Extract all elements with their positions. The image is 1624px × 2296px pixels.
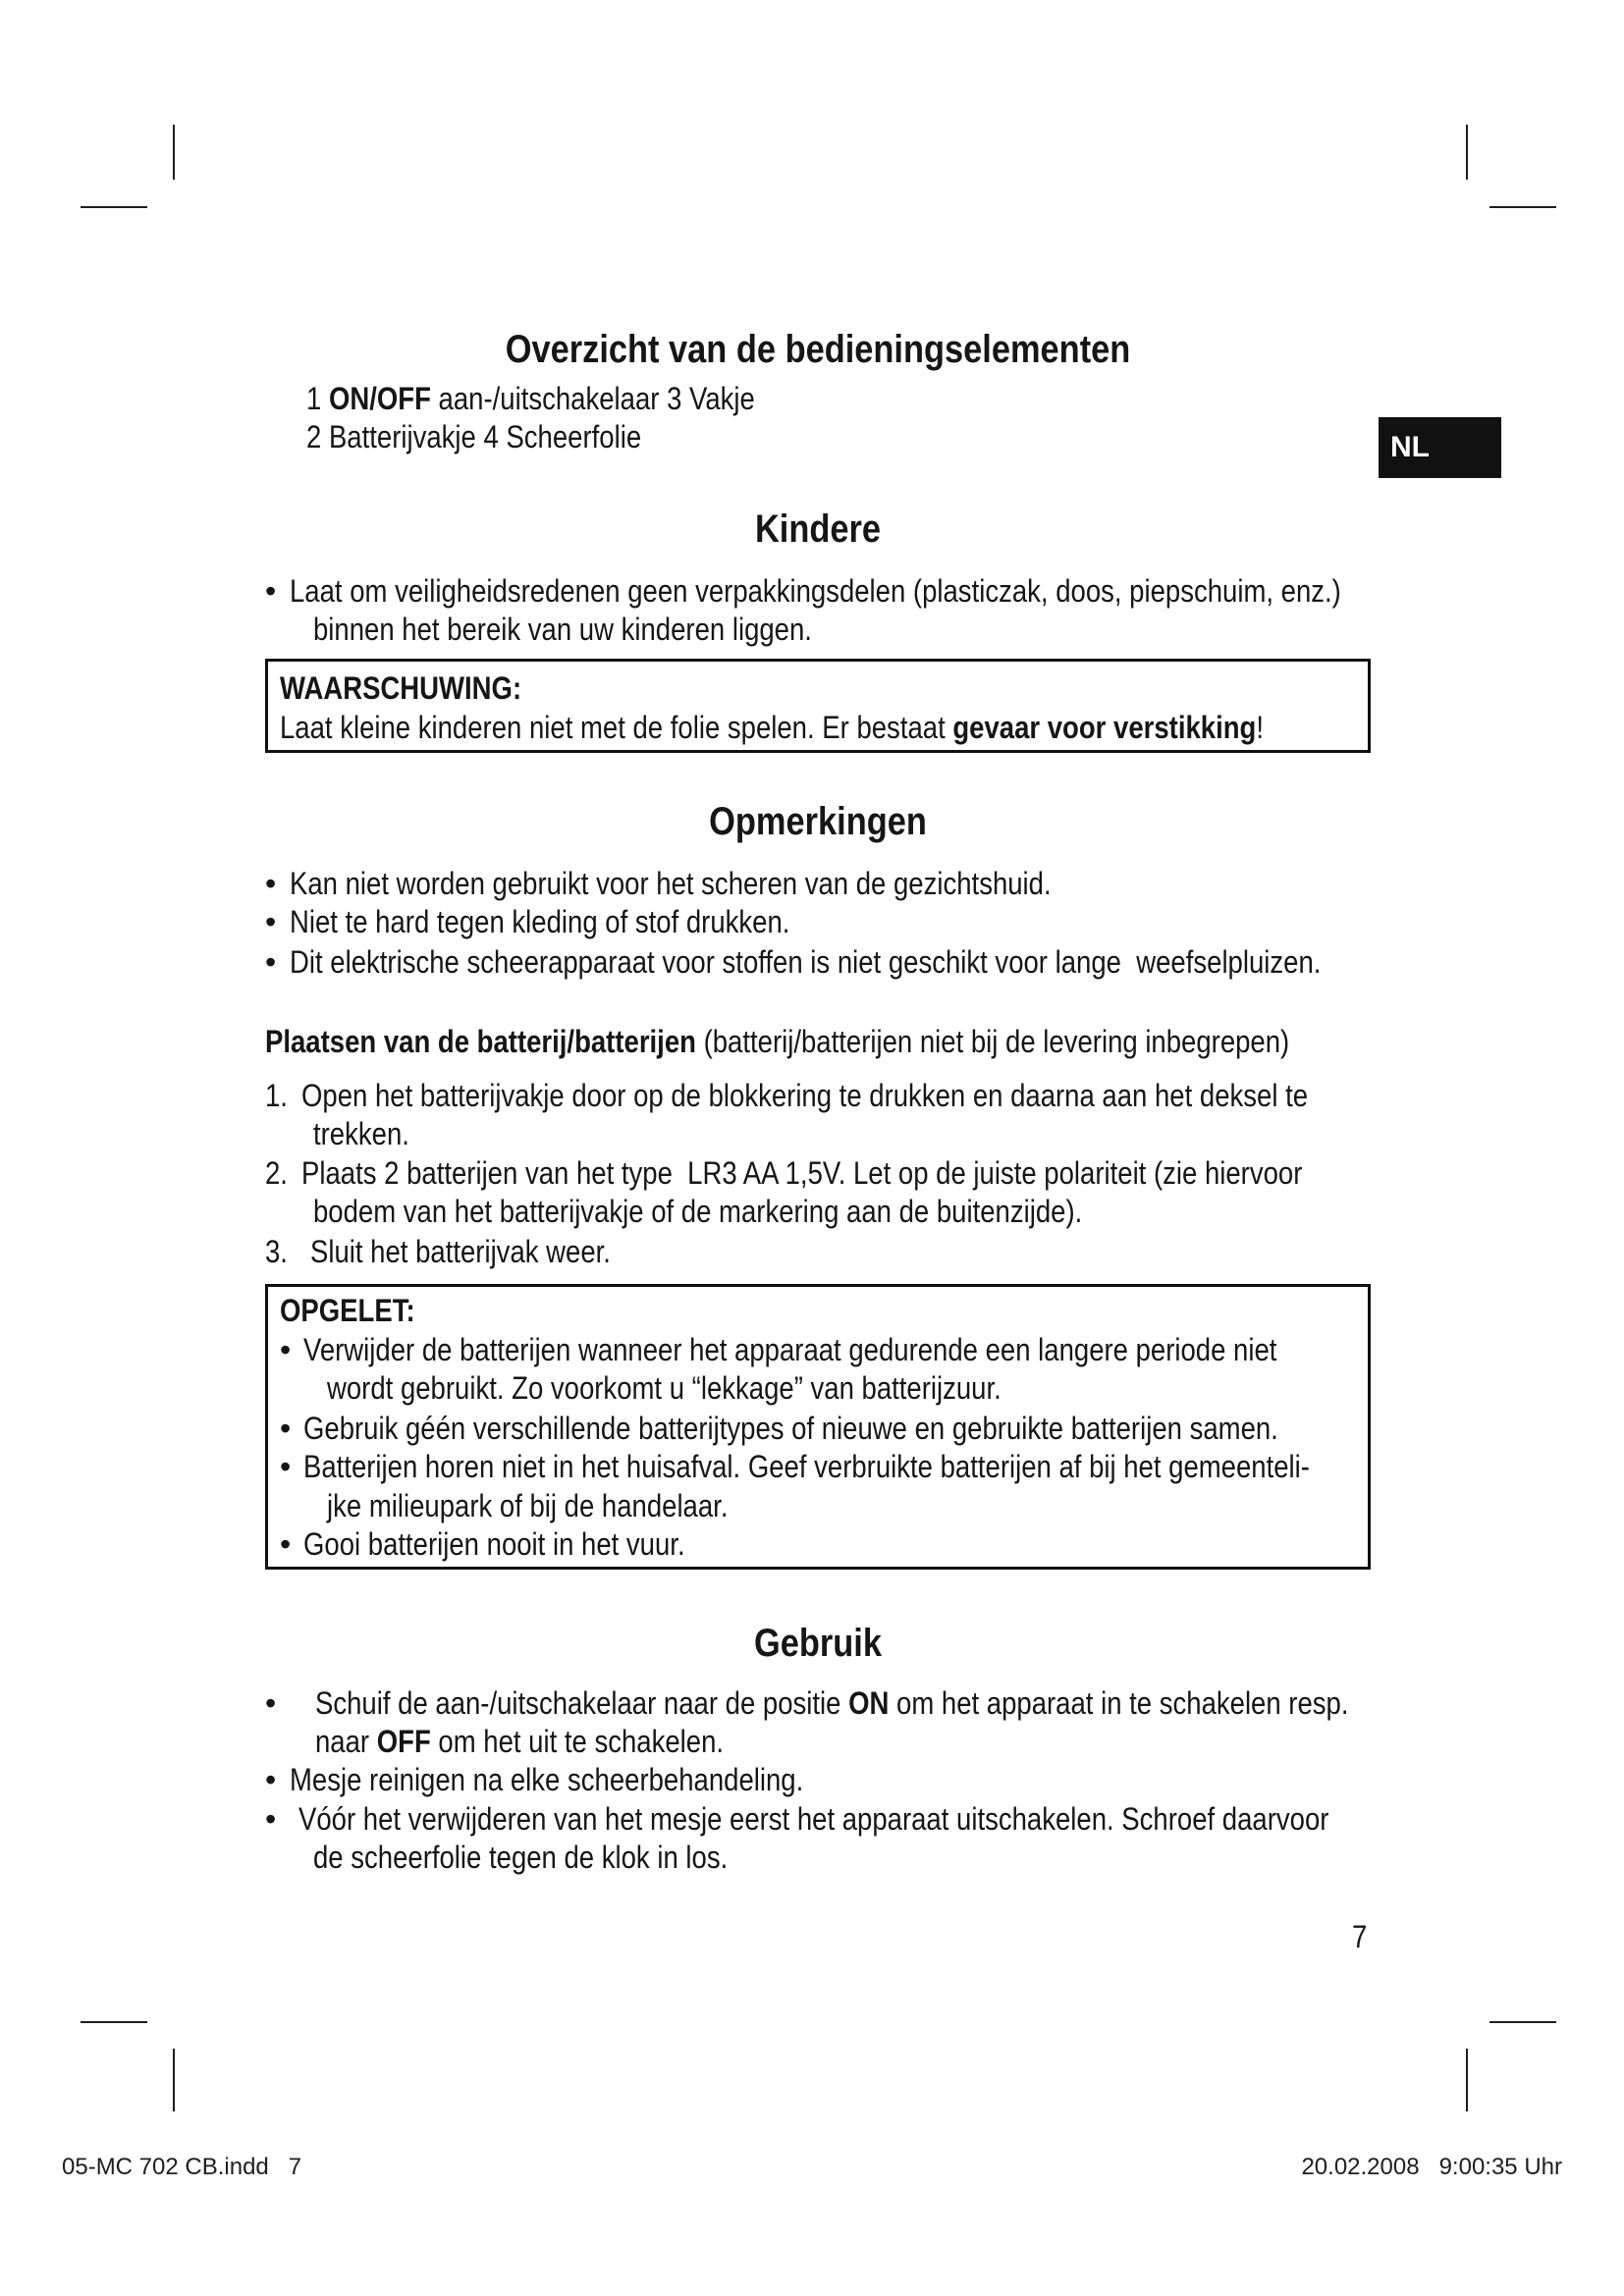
gebruik-bullet-1-line-2-after: om het uit te schakelen. [430,1724,725,1759]
bullet [265,864,276,903]
warning-text-bold: gevaar voor verstikking [952,710,1257,745]
overview-item-1-rest: aan-/uitschakelaar 3 Vakje [430,381,755,416]
overview-item-1 [306,379,755,418]
bullet [280,1330,291,1369]
opmerkingen-bullet-1: Kan niet worden gebruikt voor het scheren van de gezichtshuid. [290,866,1052,901]
warning-text-before: Laat kleine kinderen niet met de folie spelen. Er bestaat [280,710,953,745]
step-3-line-1: Sluit het batterijvak weer. [310,1234,611,1269]
caution-bullet-1-line-2: wordt gebruikt. Zo voorkomt u “lekkage” van batterijzuur. [327,1370,1001,1406]
caution-bullet-4-line-1: Gooi batterijen nooit in het vuur. [303,1526,685,1562]
bullet [265,902,276,941]
caution-heading: OPGELET: [280,1293,415,1328]
section-title-kindere: Kindere [754,507,882,551]
opmerkingen-bullet-3: Dit elektrische scheerapparaat voor stoffen is niet geschikt voor lange weefselpluizen. [290,944,1322,980]
bullet [265,1760,276,1799]
gebruik-bullet-1-line-2-bold: OFF [376,1724,431,1759]
section-title-gebruik: Gebruik [754,1622,882,1665]
gebruik-bullet-1-line-1-after: om het apparaat in te schakelen resp. [889,1685,1349,1721]
section-title-overview: Overzicht van de bedieningselementen [505,328,1131,371]
warning-text-after: ! [1256,710,1264,745]
crop-mark-top-left-horizontal [81,206,147,208]
battery-heading-rest: (batterij/batterijen niet bij de levering inbegrepen) [695,1024,1290,1059]
bullet [265,1799,276,1839]
step-2-line-1: Plaats 2 batterijen van het type LR3 AA 1,5V. Let op de juiste polariteit (zie hiervoor [301,1155,1303,1191]
language-badge-label: NL [1390,431,1430,463]
caution-bullet-3-line-1: Batterijen horen niet in het huisafval. Geef verbruikte batterijen af bij het gemeenteli- [303,1449,1310,1484]
step-2-number: 2. [265,1155,288,1191]
overview-item-2: 2 Batterijvakje 4 Scheerfolie [306,419,642,454]
caution-bullet-3-line-2: jke milieupark of bij de handelaar. [327,1488,729,1523]
gebruik-bullet-1-line-2 [315,1722,724,1761]
gebruik-bullet-3-line-2: de scheerfolie tegen de klok in los. [313,1840,729,1875]
gebruik-bullet-1-line-2-before: naar [315,1724,377,1759]
step-1-line-2: trekken. [313,1116,409,1151]
footer-timestamp: 20.02.2008 9:00:35 Uhr [1301,2154,1562,2180]
kindere-bullet-line-1: Laat om veiligheidsredenen geen verpakkingsdelen (plasticzak, doos, piepschuim, enz.) [290,573,1341,609]
step-1-line-1: Open het batterijvakje door op de blokkering te drukken en daarna aan het deksel te [301,1078,1309,1113]
overview-item-1-prefix: 1 [306,381,329,416]
gebruik-bullet-3-line-1: Vóór het verwijderen van het mesje eerst het apparaat uitschakelen. Schroef daarvoor [298,1801,1329,1837]
bullet [265,571,276,611]
gebruik-bullet-1-line-1 [315,1683,1348,1723]
caution-bullet-1-line-1: Verwijder de batterijen wanneer het apparaat gedurende een langere periode niet [303,1332,1277,1367]
gebruik-bullet-1-line-1-before: Schuif de aan-/uitschakelaar naar de positie [315,1685,849,1721]
crop-mark-top-right-vertical [1466,125,1468,180]
footer-file-name: 05-MC 702 CB.indd 7 [62,2154,302,2180]
crop-mark-bottom-left-vertical [173,2049,175,2111]
crop-mark-top-left-vertical [173,125,175,180]
bullet [280,1524,291,1564]
crop-mark-bottom-left-horizontal [81,2021,147,2023]
overview-item-1-bold: ON/OFF [328,381,431,416]
section-title-opmerkingen: Opmerkingen [709,800,927,843]
step-3-number: 3. [265,1234,288,1269]
kindere-bullet-line-2: binnen het bereik van uw kinderen liggen. [313,612,812,647]
bullet [280,1409,291,1448]
bullet [265,942,276,982]
page-number: 7 [1352,1919,1368,1954]
bullet [265,1683,276,1723]
battery-heading [265,1022,1289,1061]
language-badge [1379,417,1501,478]
step-2-line-2: bodem van het batterijvakje of de markering aan de buitenzijde). [313,1194,1083,1229]
crop-mark-bottom-right-horizontal [1489,2021,1556,2023]
crop-mark-bottom-right-vertical [1466,2049,1468,2111]
warning-heading: WAARSCHUWING: [280,670,522,706]
opmerkingen-bullet-2: Niet te hard tegen kleding of stof drukken. [290,904,790,939]
caution-bullet-2-line-1: Gebruik géén verschillende batterijtypes of nieuwe en gebruikte batterijen samen. [303,1411,1278,1446]
gebruik-bullet-1-line-1-bold: ON [848,1685,890,1721]
warning-text [280,708,1264,747]
step-1-number: 1. [265,1078,288,1113]
battery-heading-bold: Plaatsen van de batterij/batterijen [265,1024,696,1059]
crop-mark-top-right-horizontal [1489,206,1556,208]
gebruik-bullet-2: Mesje reinigen na elke scheerbehandeling. [290,1762,804,1797]
bullet [280,1447,291,1486]
